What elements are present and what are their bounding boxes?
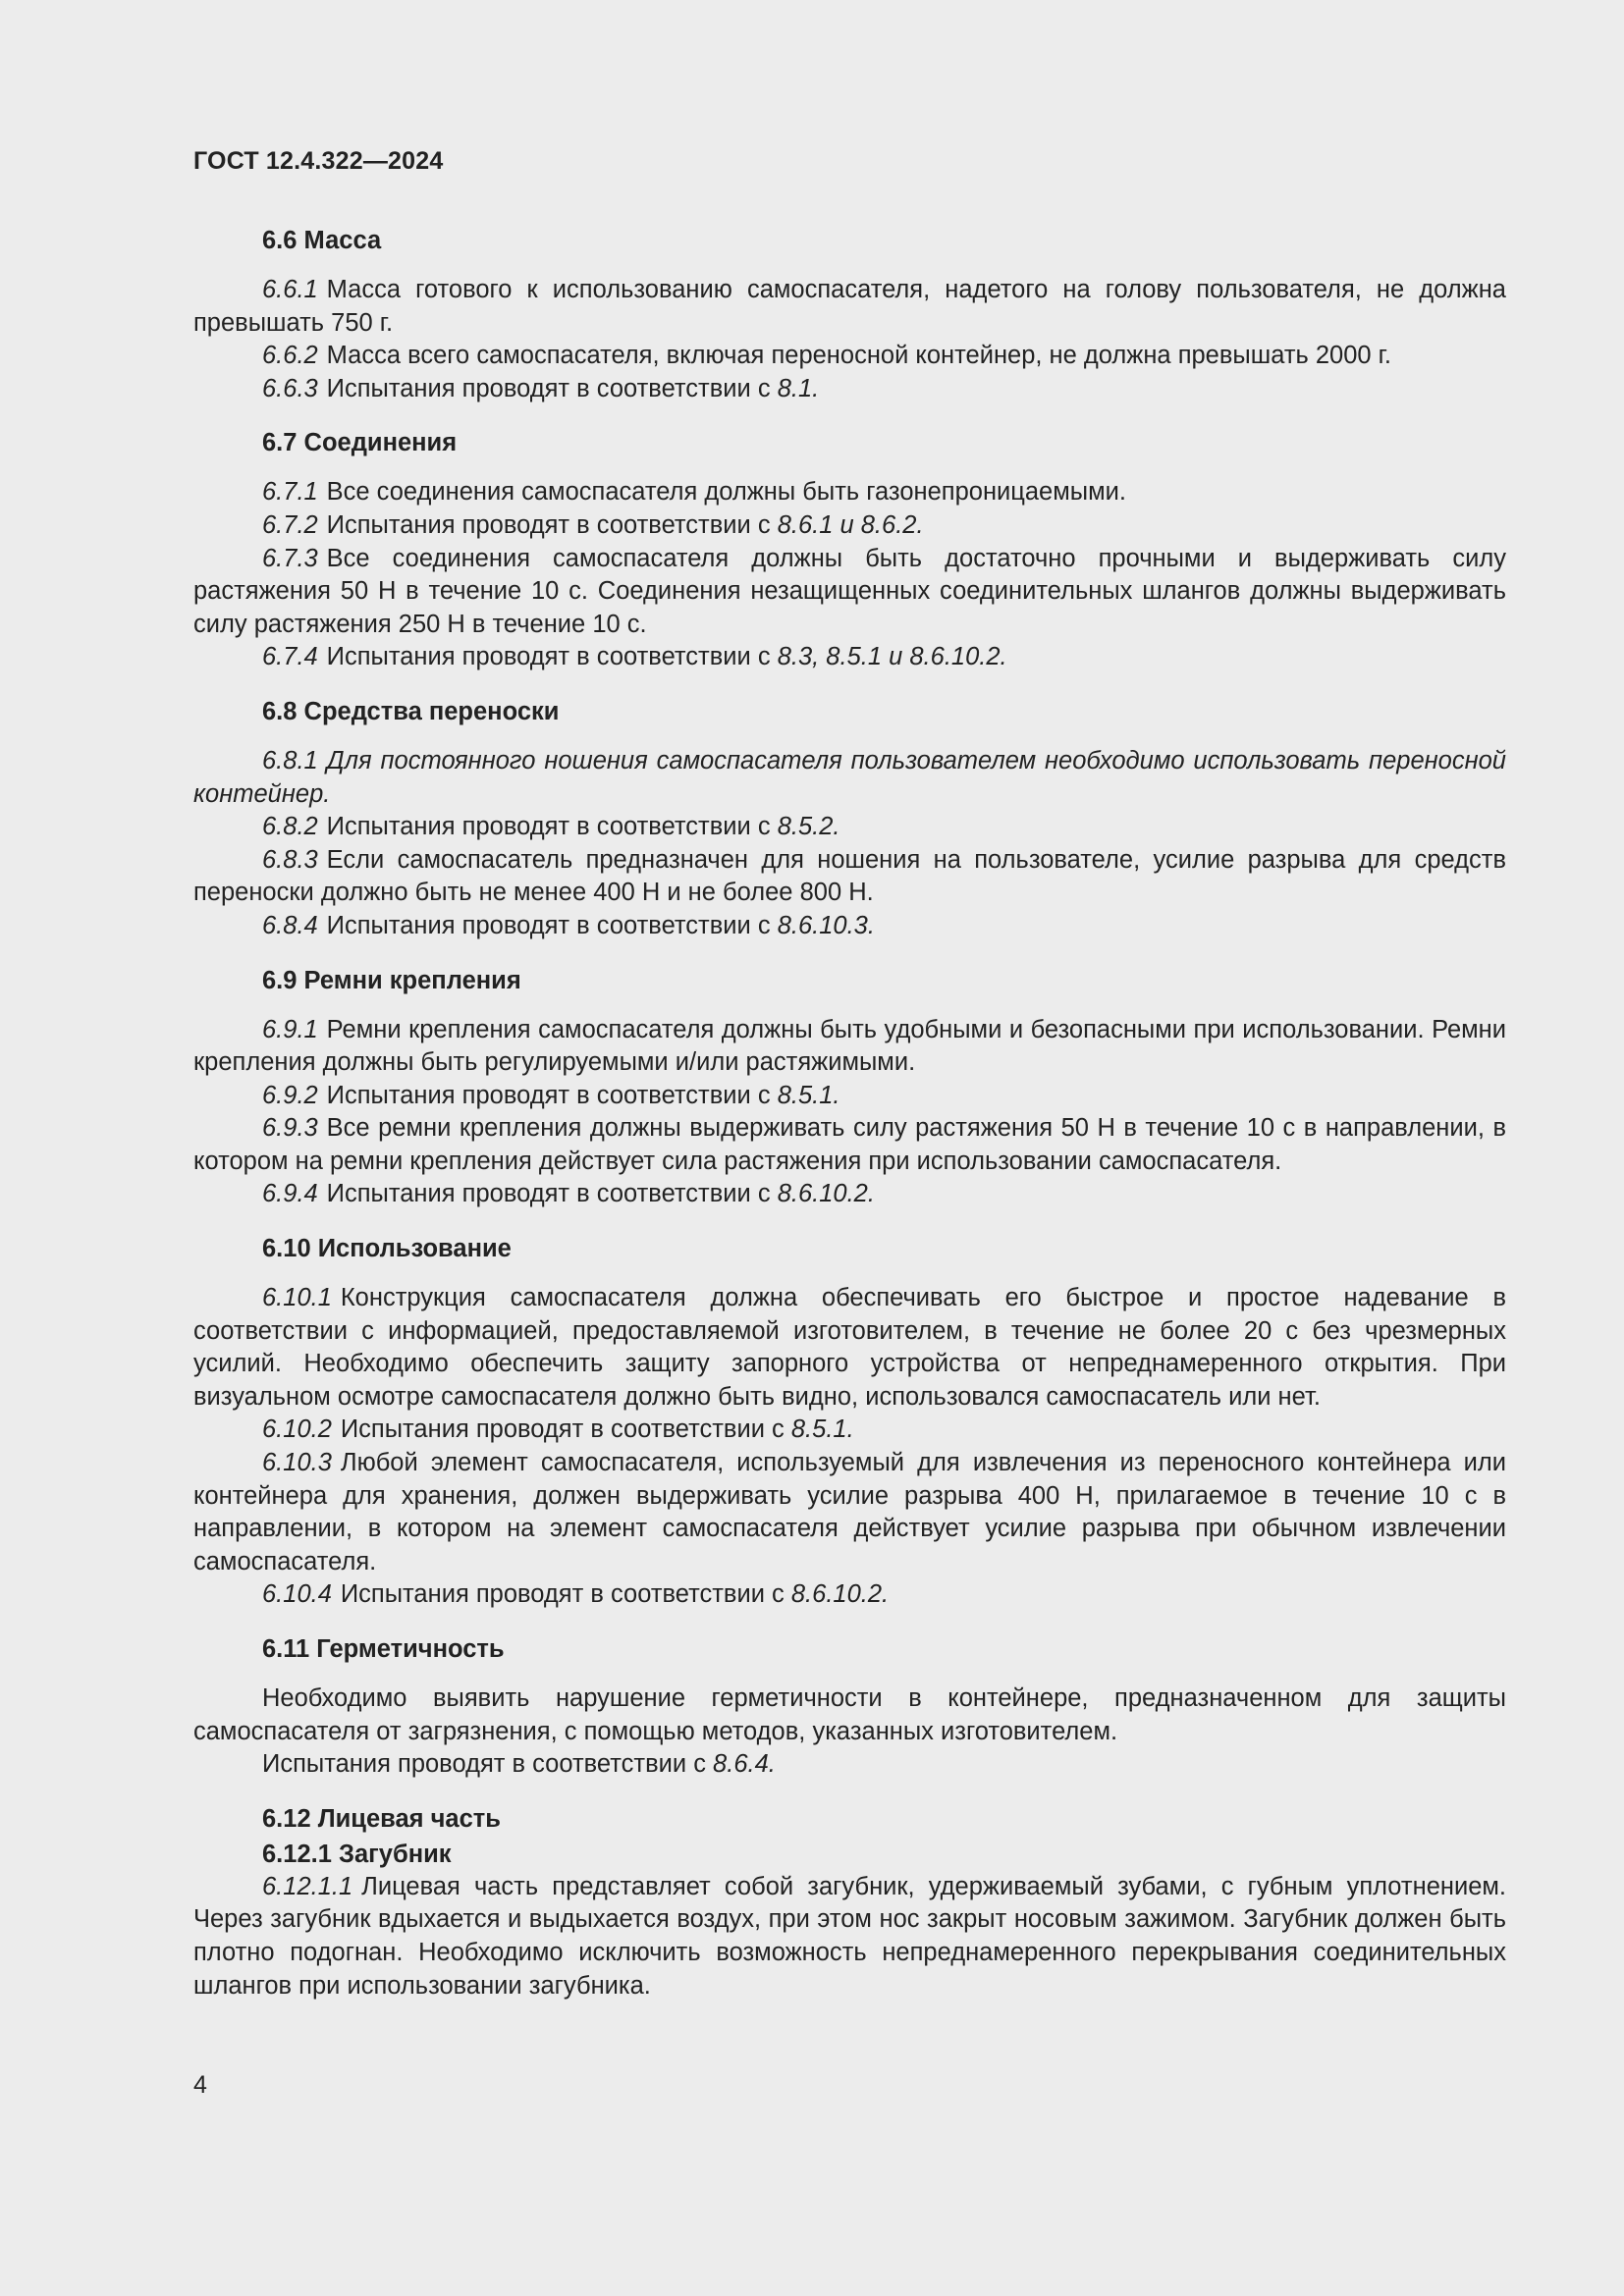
clause-number: 6.6.1 — [262, 276, 318, 303]
clause-reference: 8.1. — [777, 374, 820, 402]
clause-number: 6.7.1 — [262, 478, 318, 507]
document-header: ГОСТ 12.4.322—2024 — [193, 147, 444, 175]
clause-text: Лицевая часть представляет собой загубник, удерживаемый зубами, с губным уплотнением. Через загубник вдыхается и выдыхается воздух, при этом нос закрыт носовым зажимом. Загубник должен быть плотно подогнан. Необходимо исключить возможность непреднамеренного перекрывания соединительных шлангов при использовании загубника. — [193, 1872, 1506, 2000]
section-heading: 6.12.1 Загубник — [262, 1840, 452, 1868]
clause-number: 6.7.2 — [262, 510, 318, 539]
section — [193, 695, 1506, 943]
clause-text: Испытания проводят в соответствии с — [262, 1750, 714, 1779]
clause — [193, 274, 1506, 340]
clause-text: Масса всего самоспасателя, включая переносной контейнер, не должна превышать 2000 г. — [326, 342, 1391, 370]
clause-text: Испытания проводят в соответствии с — [326, 1081, 778, 1109]
page-number: 4 — [193, 2071, 207, 2099]
clause-number: 6.6.3 — [262, 374, 318, 402]
clause-number: 6.9.3 — [262, 1114, 318, 1143]
clause-number: 6.8.2 — [262, 813, 318, 841]
clause — [193, 1112, 1506, 1178]
clause — [193, 1282, 1506, 1414]
section — [193, 1838, 1506, 2002]
section-heading: 6.9 Ремни крепления — [262, 966, 521, 994]
clause-number: 6.10.1 — [262, 1284, 332, 1312]
clause-number: 6.7.3 — [262, 544, 318, 572]
clause-text: Испытания проводят в соответствии с — [340, 1580, 791, 1609]
clause-reference: 8.5.1. — [777, 1081, 840, 1109]
section — [193, 426, 1506, 674]
section — [193, 1802, 1506, 1836]
clause-text: Испытания проводят в соответствии с — [326, 1180, 778, 1208]
clause — [193, 1682, 1506, 1748]
clause-reference: 8.5.2. — [777, 813, 840, 841]
clause-reference: 8.6.10.2. — [790, 1580, 890, 1609]
clause-number: 6.6.2 — [262, 342, 318, 370]
section-heading: 6.11 Герметичность — [262, 1635, 505, 1663]
clause-text: Испытания проводят в соответствии с — [326, 643, 778, 671]
clause — [193, 910, 1506, 943]
clause-text: Необходимо выявить нарушение герметичности в контейнере, предназначенном для защиты самоспасателя от загрязнения, с помощью методов, указанных изготовителем. — [193, 1684, 1506, 1745]
clause — [193, 543, 1506, 642]
clause — [193, 1748, 1506, 1782]
clause-number: 6.10.2 — [262, 1415, 332, 1444]
clause-number: 6.9.4 — [262, 1180, 318, 1208]
clause-text: Любой элемент самоспасателя, используемый для извлечения из переносного контейнера или контейнера для хранения, должен выдерживать усилие разрыва 400 Н, прилагаемое в течение 10 с в направлении, в котором на элемент самоспасателя действует усилие разрыва при обычном извлечении самоспасателя. — [193, 1449, 1506, 1575]
section-heading: 6.8 Средства переноски — [262, 697, 560, 725]
section — [193, 224, 1506, 405]
clause-text: Испытания проводят в соответствии с — [326, 813, 778, 841]
clause-reference: 8.6.1 и 8.6.2. — [777, 510, 924, 539]
clause-reference: Для постоянного ношения самоспасателя пользователем необходимо использовать переносной контейнер. — [193, 746, 1506, 808]
clause — [193, 1178, 1506, 1211]
clause — [193, 811, 1506, 844]
clause — [193, 641, 1506, 674]
clause-text: Масса готового к использованию самоспасателя, надетого на голову пользователя, не должна превышать 750 г. — [193, 276, 1506, 337]
clause-number: 6.10.3 — [262, 1449, 332, 1477]
clause-text: Испытания проводят в соответствии с — [326, 510, 778, 539]
clause — [193, 1014, 1506, 1080]
clause — [193, 1414, 1506, 1447]
clause — [193, 340, 1506, 373]
clause-number: 6.10.4 — [262, 1580, 332, 1609]
clause-text: Испытания проводят в соответствии с — [326, 374, 778, 402]
clause-text: Все ремни крепления должны выдерживать силу растяжения 50 Н в течение 10 с в направлении, в котором на ремни крепления действует сила растяжения при использовании самоспасателя. — [193, 1114, 1506, 1175]
clause-text: Испытания проводят в соответствии с — [326, 911, 778, 939]
clause-number: 6.9.2 — [262, 1081, 318, 1109]
clause-number: 6.8.3 — [262, 845, 318, 874]
clause — [193, 1578, 1506, 1612]
clause-reference: 8.5.1. — [790, 1415, 854, 1444]
section-heading: 6.6 Масса — [262, 227, 382, 254]
clause-reference: 8.6.10.2. — [777, 1180, 875, 1208]
clause — [193, 509, 1506, 543]
clause-text: Ремни крепления самоспасателя должны быть удобными и безопасными при использовании. Ремни крепления должны быть регулируемыми и/или растяжимыми. — [193, 1015, 1506, 1077]
clause-reference: 8.3, 8.5.1 и 8.6.10.2. — [777, 643, 1007, 671]
clause-text: Если самоспасатель предназначен для ношения на пользователе, усилие разрыва для средств переноски должно быть не менее 400 Н и не более 800 Н. — [193, 845, 1506, 907]
clause-number: 6.9.1 — [262, 1015, 318, 1043]
clause — [193, 373, 1506, 406]
clause-number: 6.7.4 — [262, 643, 318, 671]
clause — [193, 1871, 1506, 2002]
clause-text: Конструкция самоспасателя должна обеспечивать его быстрое и простое надевание в соответствии с информацией, предоставляемой изготовителем, в течение не более 20 с без чрезмерных усилий. Необходимо обеспечить защиту запорного устройства от непреднамеренного открытия. При визуальном осмотре самоспасателя должно быть видно, использовался самоспасатель или нет. — [193, 1284, 1506, 1411]
clause — [193, 745, 1506, 811]
section — [193, 964, 1506, 1212]
section — [193, 1632, 1506, 1782]
clause-number: 6.12.1.1 — [262, 1872, 353, 1900]
section-heading: 6.12 Лицевая часть — [262, 1804, 501, 1833]
section — [193, 1232, 1506, 1612]
clause-text: Все соединения самоспасателя должны быть достаточно прочными и выдерживать силу растяжения 50 Н в течение 10 с. Соединения незащищенных соединительных шлангов должны выдерживать силу растяжения 250 Н в течение 10 с. — [193, 544, 1506, 638]
clause-number: 6.8.1 — [262, 746, 318, 774]
clause — [193, 1447, 1506, 1578]
section-heading: 6.7 Соединения — [262, 429, 458, 457]
clause — [193, 476, 1506, 509]
clause-number: 6.8.4 — [262, 911, 318, 939]
clause-reference: 8.6.10.3. — [777, 911, 875, 939]
clause-reference: 8.6.4. — [713, 1750, 776, 1779]
section-heading: 6.10 Использование — [262, 1235, 512, 1263]
clause-text: Испытания проводят в соответствии с — [340, 1415, 791, 1444]
clause — [193, 844, 1506, 910]
clause-text: Все соединения самоспасателя должны быть газонепроницаемыми. — [326, 478, 1126, 507]
clause — [193, 1080, 1506, 1113]
document-body — [193, 224, 1506, 2023]
